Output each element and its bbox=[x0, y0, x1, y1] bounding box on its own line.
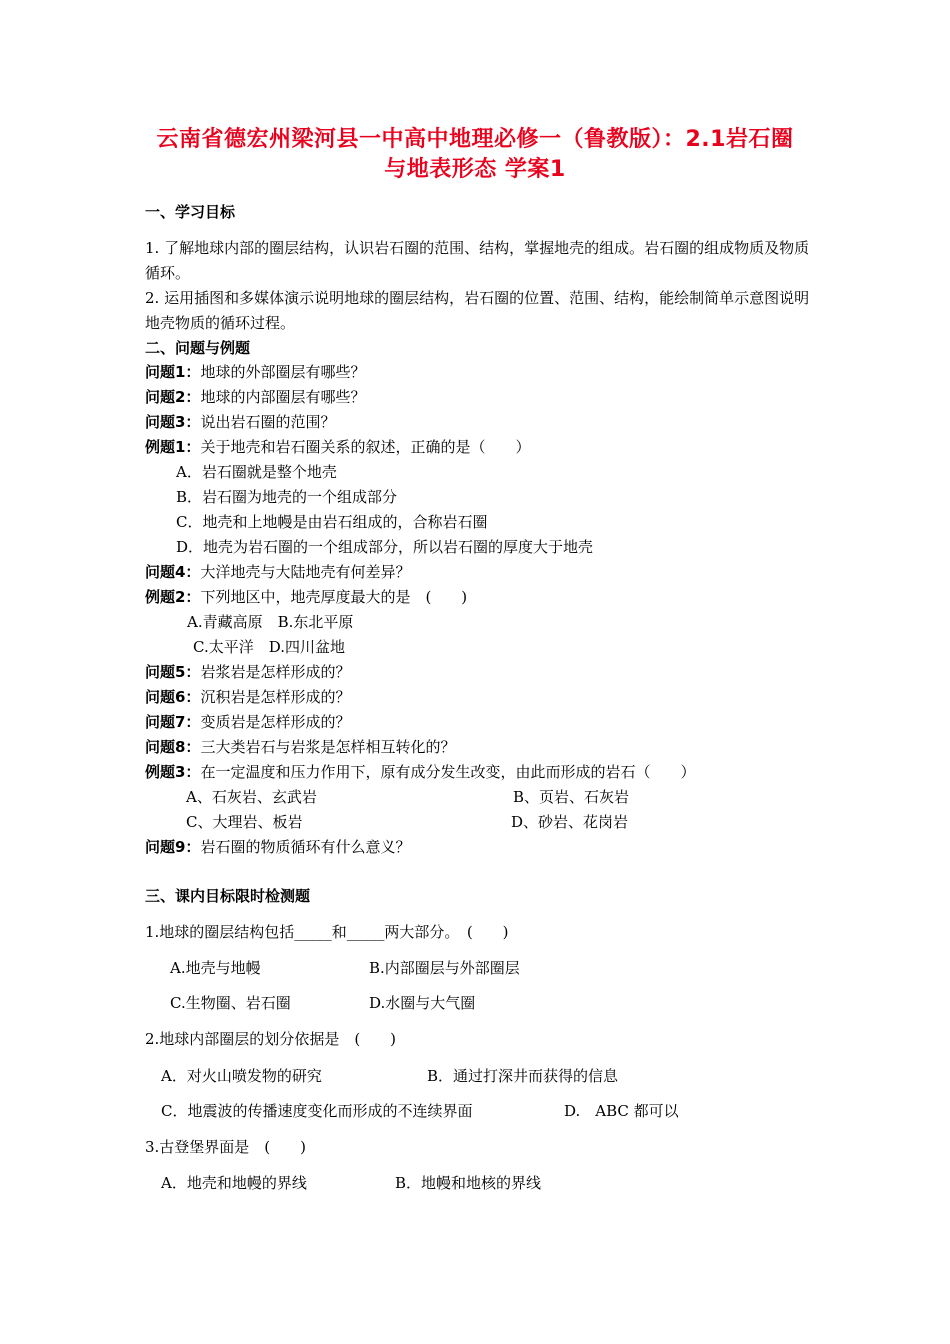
example-2-options-cd: C.太平洋 D.四川盆地 bbox=[193, 638, 345, 656]
question-label: 问题6： bbox=[145, 688, 201, 706]
question-7 bbox=[145, 712, 350, 732]
question-text: 岩石圈的物质循环有什么意义？ bbox=[200, 838, 411, 856]
question-label: 问题2： bbox=[145, 388, 201, 406]
document-title-line1: 云南省德宏州梁河县一中高中地理必修一（鲁教版）：2.1岩石圈 bbox=[156, 127, 794, 152]
question-2 bbox=[145, 387, 365, 407]
section3-heading: 三、课内目标限时检测题 bbox=[145, 887, 311, 905]
example-3-option-b: B、页岩、石灰岩 bbox=[513, 788, 630, 806]
question-label: 问题4： bbox=[145, 563, 201, 581]
question-text: 三大类岩石与岩浆是怎样相互转化的？ bbox=[200, 738, 456, 756]
question-1 bbox=[145, 362, 365, 382]
question-label: 问题7： bbox=[145, 713, 201, 731]
question-text: 说出岩石圈的范围？ bbox=[200, 413, 336, 431]
example-1-option-d: D．地壳为岩石圈的一个组成部分，所以岩石圈的厚度大于地壳 bbox=[176, 538, 594, 556]
problem-1-option-d: D.水圈与大气圈 bbox=[369, 994, 476, 1012]
problem-3-option-b: B．地幔和地核的界线 bbox=[395, 1174, 542, 1192]
example-label: 例题1： bbox=[145, 438, 201, 456]
problem-2-option-d: D. ABC 都可以 bbox=[564, 1102, 679, 1120]
example-3 bbox=[145, 762, 695, 782]
question-4 bbox=[145, 562, 410, 582]
question-text: 大洋地壳与大陆地壳有何差异？ bbox=[200, 563, 411, 581]
problem-1-option-b: B.内部圈层与外部圈层 bbox=[369, 959, 520, 977]
question-text: 地球的外部圈层有哪些？ bbox=[200, 363, 366, 381]
example-1-option-c: C．地壳和上地幔是由岩石组成的，合称岩石圈 bbox=[176, 513, 488, 531]
question-label: 问题9： bbox=[145, 838, 201, 856]
example-3-option-d: D、砂岩、花岗岩 bbox=[511, 813, 629, 831]
example-1-option-b: B．岩石圈为地壳的一个组成部分 bbox=[176, 488, 398, 506]
question-8 bbox=[145, 737, 455, 757]
example-text: 下列地区中，地壳厚度最大的是 ( ) bbox=[200, 588, 468, 606]
example-text: 关于地壳和岩石圈关系的叙述，正确的是（ ） bbox=[200, 438, 531, 456]
problem-1: 1.地球的圈层结构包括_____和_____两大部分。 ( ) bbox=[145, 923, 509, 941]
question-9 bbox=[145, 837, 410, 857]
problem-1-option-a: A.地壳与地幔 bbox=[170, 959, 261, 977]
section1-heading: 一、学习目标 bbox=[145, 203, 236, 221]
example-text: 在一定温度和压力作用下，原有成分发生改变，由此而形成的岩石（ ） bbox=[200, 763, 696, 781]
section2-heading: 二、问题与例题 bbox=[145, 339, 251, 357]
example-1 bbox=[145, 437, 530, 457]
objective-1: 1. 了解地球内部的圈层结构，认识岩石圈的范围、结构，掌握地壳的组成。岩石圈的组成物质及物质循环。 bbox=[145, 239, 810, 282]
document-title-line2: 与地表形态 学案1 bbox=[384, 157, 566, 182]
example-2 bbox=[145, 587, 467, 607]
objective-2: 2. 运用插图和多媒体演示说明地球的圈层结构，岩石圈的位置、范围、结构，能绘制简单示意图说明地壳物质的循环过程。 bbox=[145, 289, 810, 332]
problem-1-option-c: C.生物圈、岩石圈 bbox=[170, 994, 291, 1012]
question-text: 变质岩是怎样形成的？ bbox=[200, 713, 351, 731]
problem-2-option-a: A．对火山喷发物的研究 bbox=[161, 1067, 322, 1085]
problem-3: 3.古登堡界面是 ( ) bbox=[145, 1138, 307, 1156]
problem-2-option-c: C．地震波的传播速度变化而形成的不连续界面 bbox=[161, 1102, 473, 1120]
question-label: 问题5： bbox=[145, 663, 201, 681]
example-label: 例题2： bbox=[145, 588, 201, 606]
question-3 bbox=[145, 412, 335, 432]
example-label: 例题3： bbox=[145, 763, 201, 781]
question-text: 沉积岩是怎样形成的？ bbox=[200, 688, 351, 706]
question-text: 岩浆岩是怎样形成的？ bbox=[200, 663, 351, 681]
question-6 bbox=[145, 687, 350, 707]
question-text: 地球的内部圈层有哪些？ bbox=[200, 388, 366, 406]
problem-2: 2.地球内部圈层的划分依据是 ( ) bbox=[145, 1030, 397, 1048]
problem-3-option-a: A．地壳和地幔的界线 bbox=[161, 1174, 307, 1192]
problem-2-option-b: B．通过打深井而获得的信息 bbox=[427, 1067, 619, 1085]
example-3-option-a: A、石灰岩、玄武岩 bbox=[186, 788, 317, 806]
example-1-option-a: A．岩石圈就是整个地壳 bbox=[176, 463, 337, 481]
question-5 bbox=[145, 662, 350, 682]
example-2-options-ab: A.青藏高原 B.东北平原 bbox=[187, 613, 354, 631]
question-label: 问题1： bbox=[145, 363, 201, 381]
question-label: 问题8： bbox=[145, 738, 201, 756]
question-label: 问题3： bbox=[145, 413, 201, 431]
example-3-option-c: C、大理岩、板岩 bbox=[186, 813, 303, 831]
